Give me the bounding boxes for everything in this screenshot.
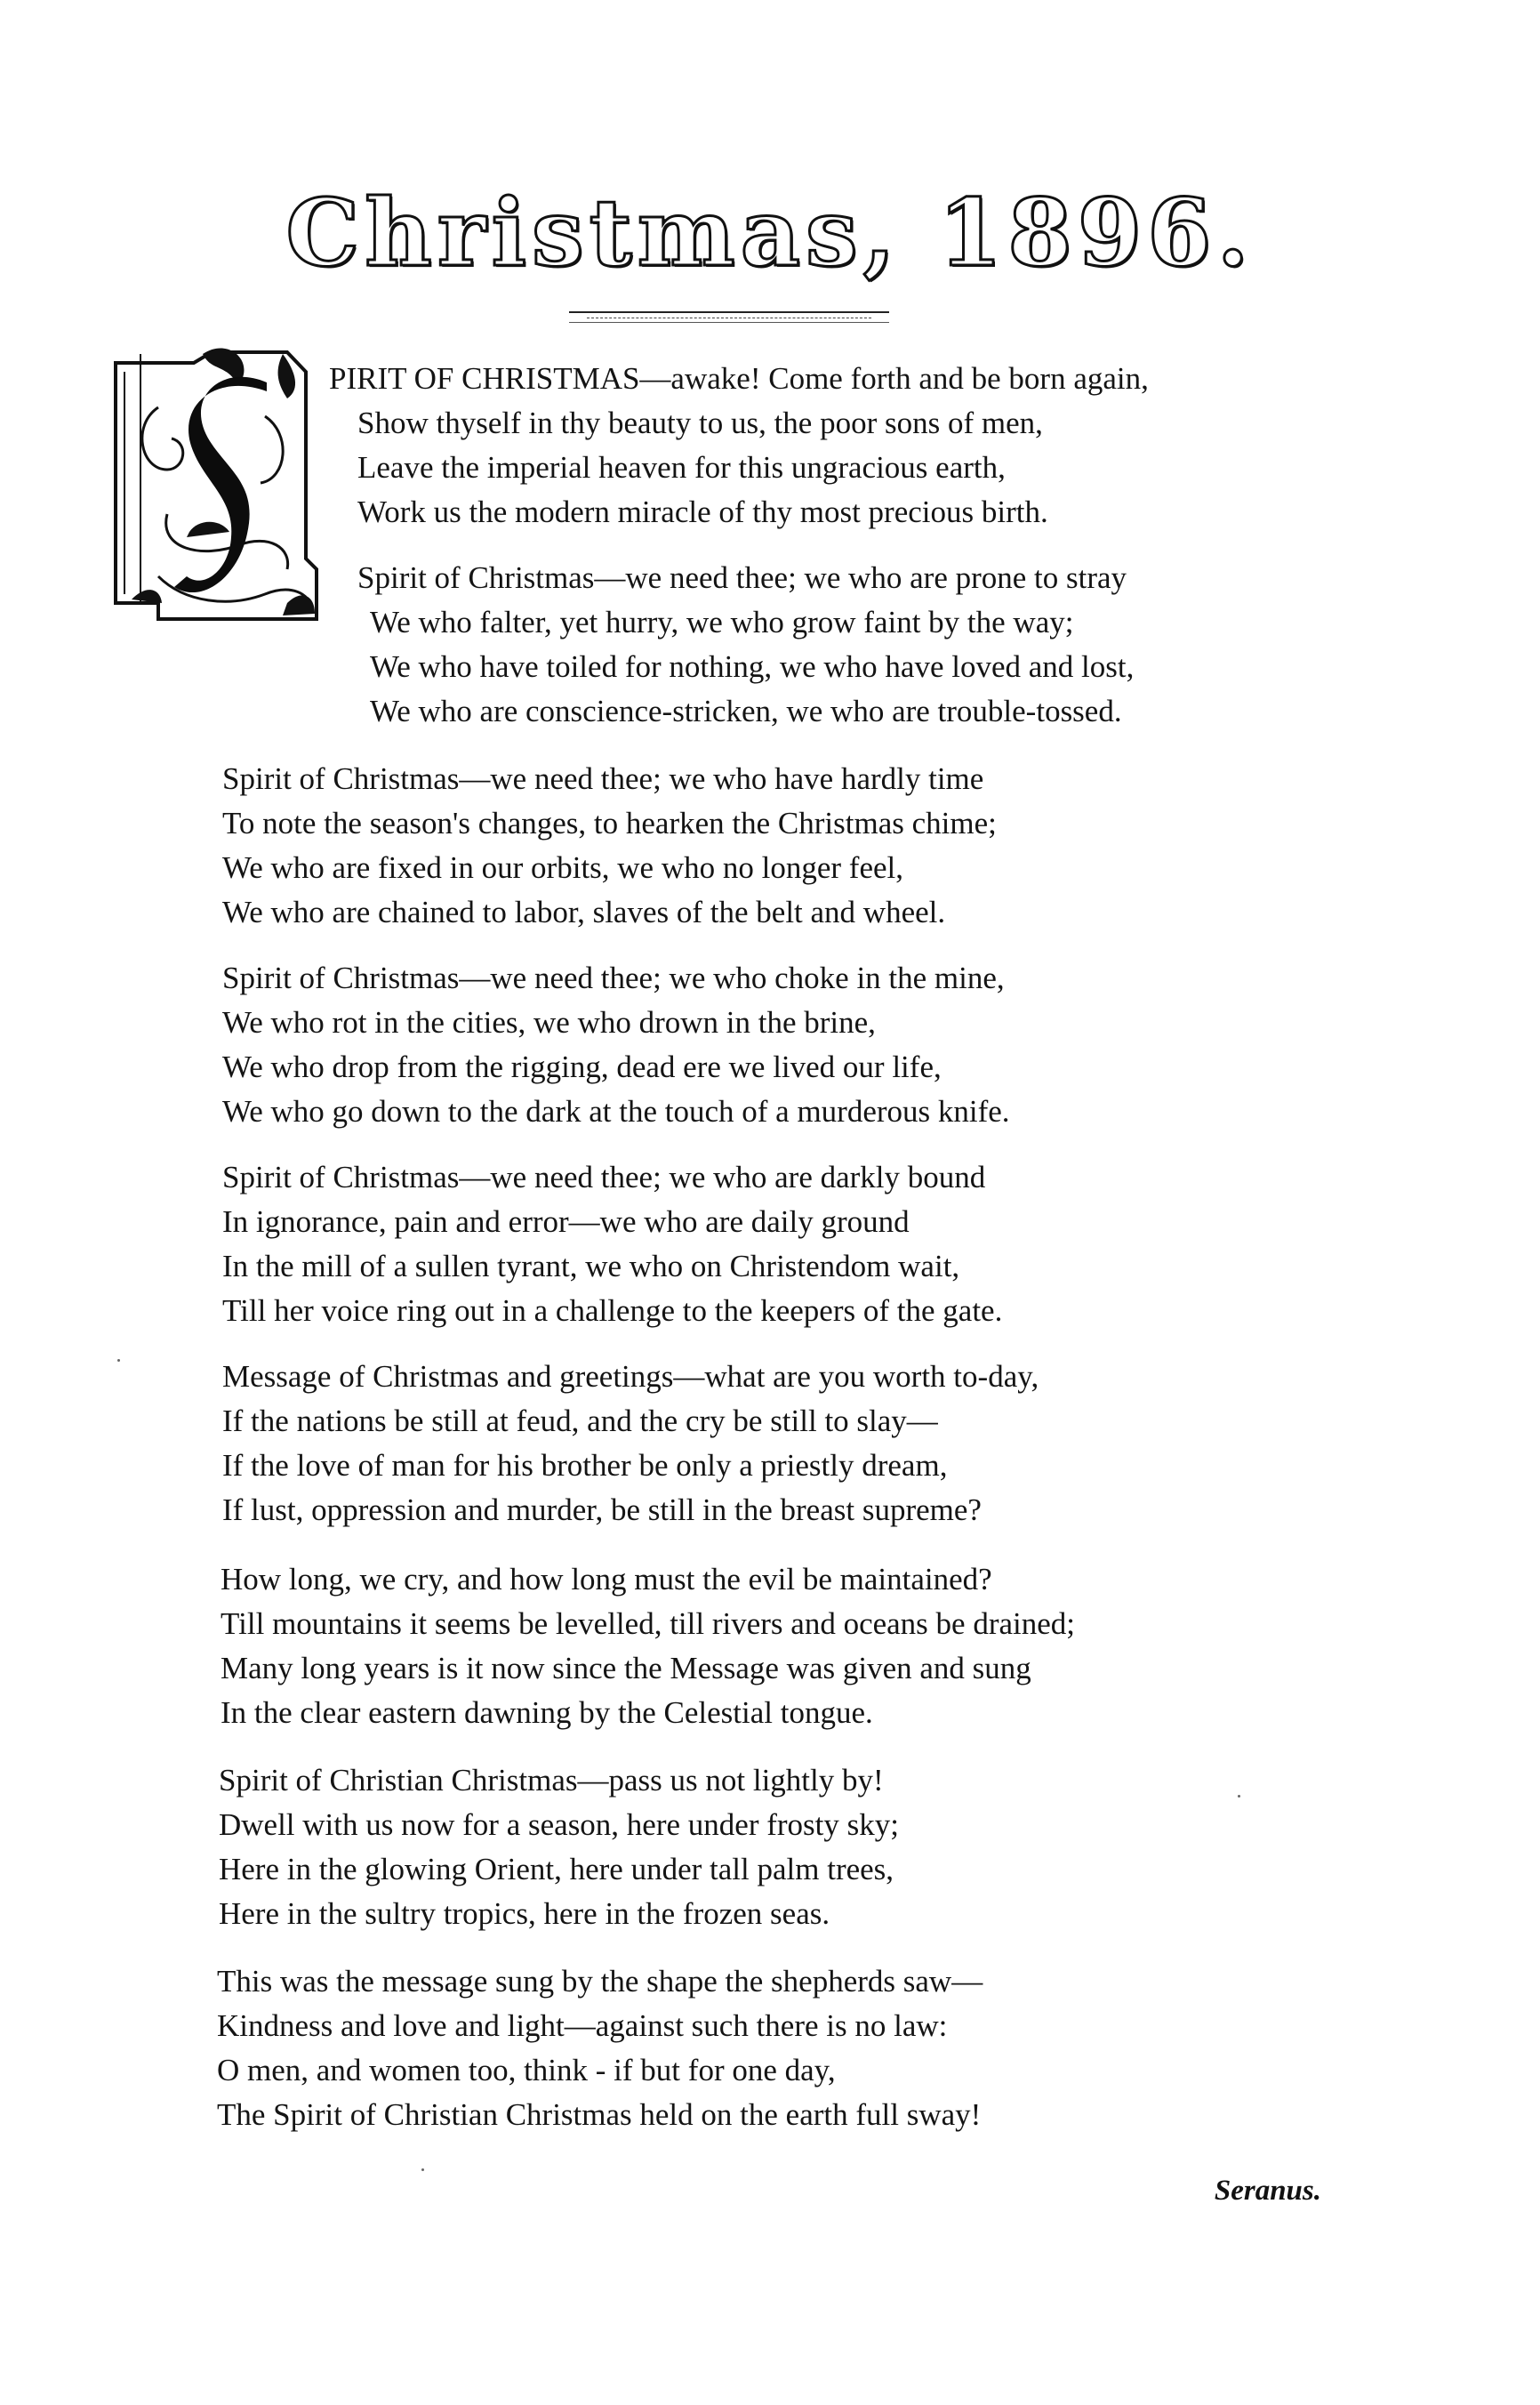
stanza-5-line-1: Spirit of Christmas—we need thee; we who are darkly bound bbox=[222, 1160, 986, 1194]
stanza-4-line-3: We who drop from the rigging, dead ere we lived our life, bbox=[222, 1050, 942, 1084]
stanza-9-line-1: This was the message sung by the shape the shepherds saw— bbox=[217, 1964, 983, 1999]
stanza-6-line-2: If the nations be still at feud, and the cry be still to slay— bbox=[222, 1404, 938, 1438]
stanza-1-line-3: Leave the imperial heaven for this ungracious earth, bbox=[357, 450, 1006, 485]
stanza-7-line-4: In the clear eastern dawning by the Celestial tongue. bbox=[221, 1695, 873, 1730]
stanza-1-line-1: PIRIT OF CHRISTMAS—awake! Come forth and be born again, bbox=[329, 361, 1149, 396]
stanza-5-line-2: In ignorance, pain and error—we who are daily ground bbox=[222, 1204, 910, 1239]
stanza-7-line-1: How long, we cry, and how long must the evil be maintained? bbox=[221, 1562, 992, 1597]
stanza-2-line-1: Spirit of Christmas—we need thee; we who are prone to stray bbox=[357, 560, 1127, 595]
title-ornamental-rule bbox=[569, 311, 889, 324]
stanza-1-line-2: Show thyself in thy beauty to us, the poor sons of men, bbox=[357, 406, 1043, 440]
stanza-1-line-4: Work us the modern miracle of thy most precious birth. bbox=[357, 495, 1048, 529]
stanza-2-line-3: We who have toiled for nothing, we who have loved and lost, bbox=[370, 649, 1135, 684]
print-speck bbox=[421, 2168, 424, 2171]
stanza-2-line-2: We who falter, yet hurry, we who grow faint by the way; bbox=[370, 605, 1074, 639]
stanza-3-line-1: Spirit of Christmas—we need thee; we who have hardly time bbox=[222, 761, 984, 796]
stanza-5-line-3: In the mill of a sullen tyrant, we who on Christendom wait, bbox=[222, 1249, 960, 1283]
stanza-8-line-1: Spirit of Christian Christmas—pass us not lightly by! bbox=[219, 1763, 884, 1798]
stanza-9-line-4: The Spirit of Christian Christmas held on the earth full sway! bbox=[217, 2097, 982, 2132]
stanza-6-line-3: If the love of man for his brother be only a priestly dream, bbox=[222, 1448, 948, 1483]
stanza-5-line-4: Till her voice ring out in a challenge to the keepers of the gate. bbox=[222, 1293, 1003, 1328]
stanza-3-line-2: To note the season's changes, to hearken the Christmas chime; bbox=[222, 806, 997, 841]
stanza-3-line-4: We who are chained to labor, slaves of the belt and wheel. bbox=[222, 895, 946, 929]
stanza-4-line-1: Spirit of Christmas—we need thee; we who choke in the mine, bbox=[222, 961, 1005, 995]
stanza-7-line-2: Till mountains it seems be levelled, till rivers and oceans be drained; bbox=[221, 1606, 1075, 1641]
illuminated-dropcap-s bbox=[105, 336, 329, 630]
stanza-6-line-4: If lust, oppression and murder, be still in the breast supreme? bbox=[222, 1492, 982, 1527]
stanza-9-line-3: O men, and women too, think - if but for one day, bbox=[217, 2053, 836, 2087]
stanza-3-line-3: We who are fixed in our orbits, we who no longer feel, bbox=[222, 850, 903, 885]
stanza-6-line-1: Message of Christmas and greetings—what are you worth to-day, bbox=[222, 1359, 1039, 1394]
print-speck bbox=[1238, 1795, 1240, 1798]
dropcap-ornament-icon bbox=[105, 336, 329, 630]
stanza-9-line-2: Kindness and love and light—against such there is no law: bbox=[217, 2008, 948, 2043]
stanza-2-line-4: We who are conscience-stricken, we who are trouble-tossed. bbox=[370, 694, 1122, 728]
print-speck bbox=[117, 1359, 120, 1362]
stanza-8-line-3: Here in the glowing Orient, here under tall palm trees, bbox=[219, 1852, 894, 1886]
author-signature: Seranus. bbox=[1214, 2175, 1321, 2207]
stanza-4-line-2: We who rot in the cities, we who drown in the brine, bbox=[222, 1005, 876, 1040]
stanza-7-line-3: Many long years is it now since the Message was given and sung bbox=[221, 1651, 1031, 1685]
stanza-8-line-2: Dwell with us now for a season, here under frosty sky; bbox=[219, 1807, 899, 1842]
stanza-8-line-4: Here in the sultry tropics, here in the frozen seas. bbox=[219, 1896, 830, 1931]
poem-title: Christmas, 1896. bbox=[285, 178, 1255, 287]
stanza-4-line-4: We who go down to the dark at the touch of a murderous knife. bbox=[222, 1094, 1010, 1129]
